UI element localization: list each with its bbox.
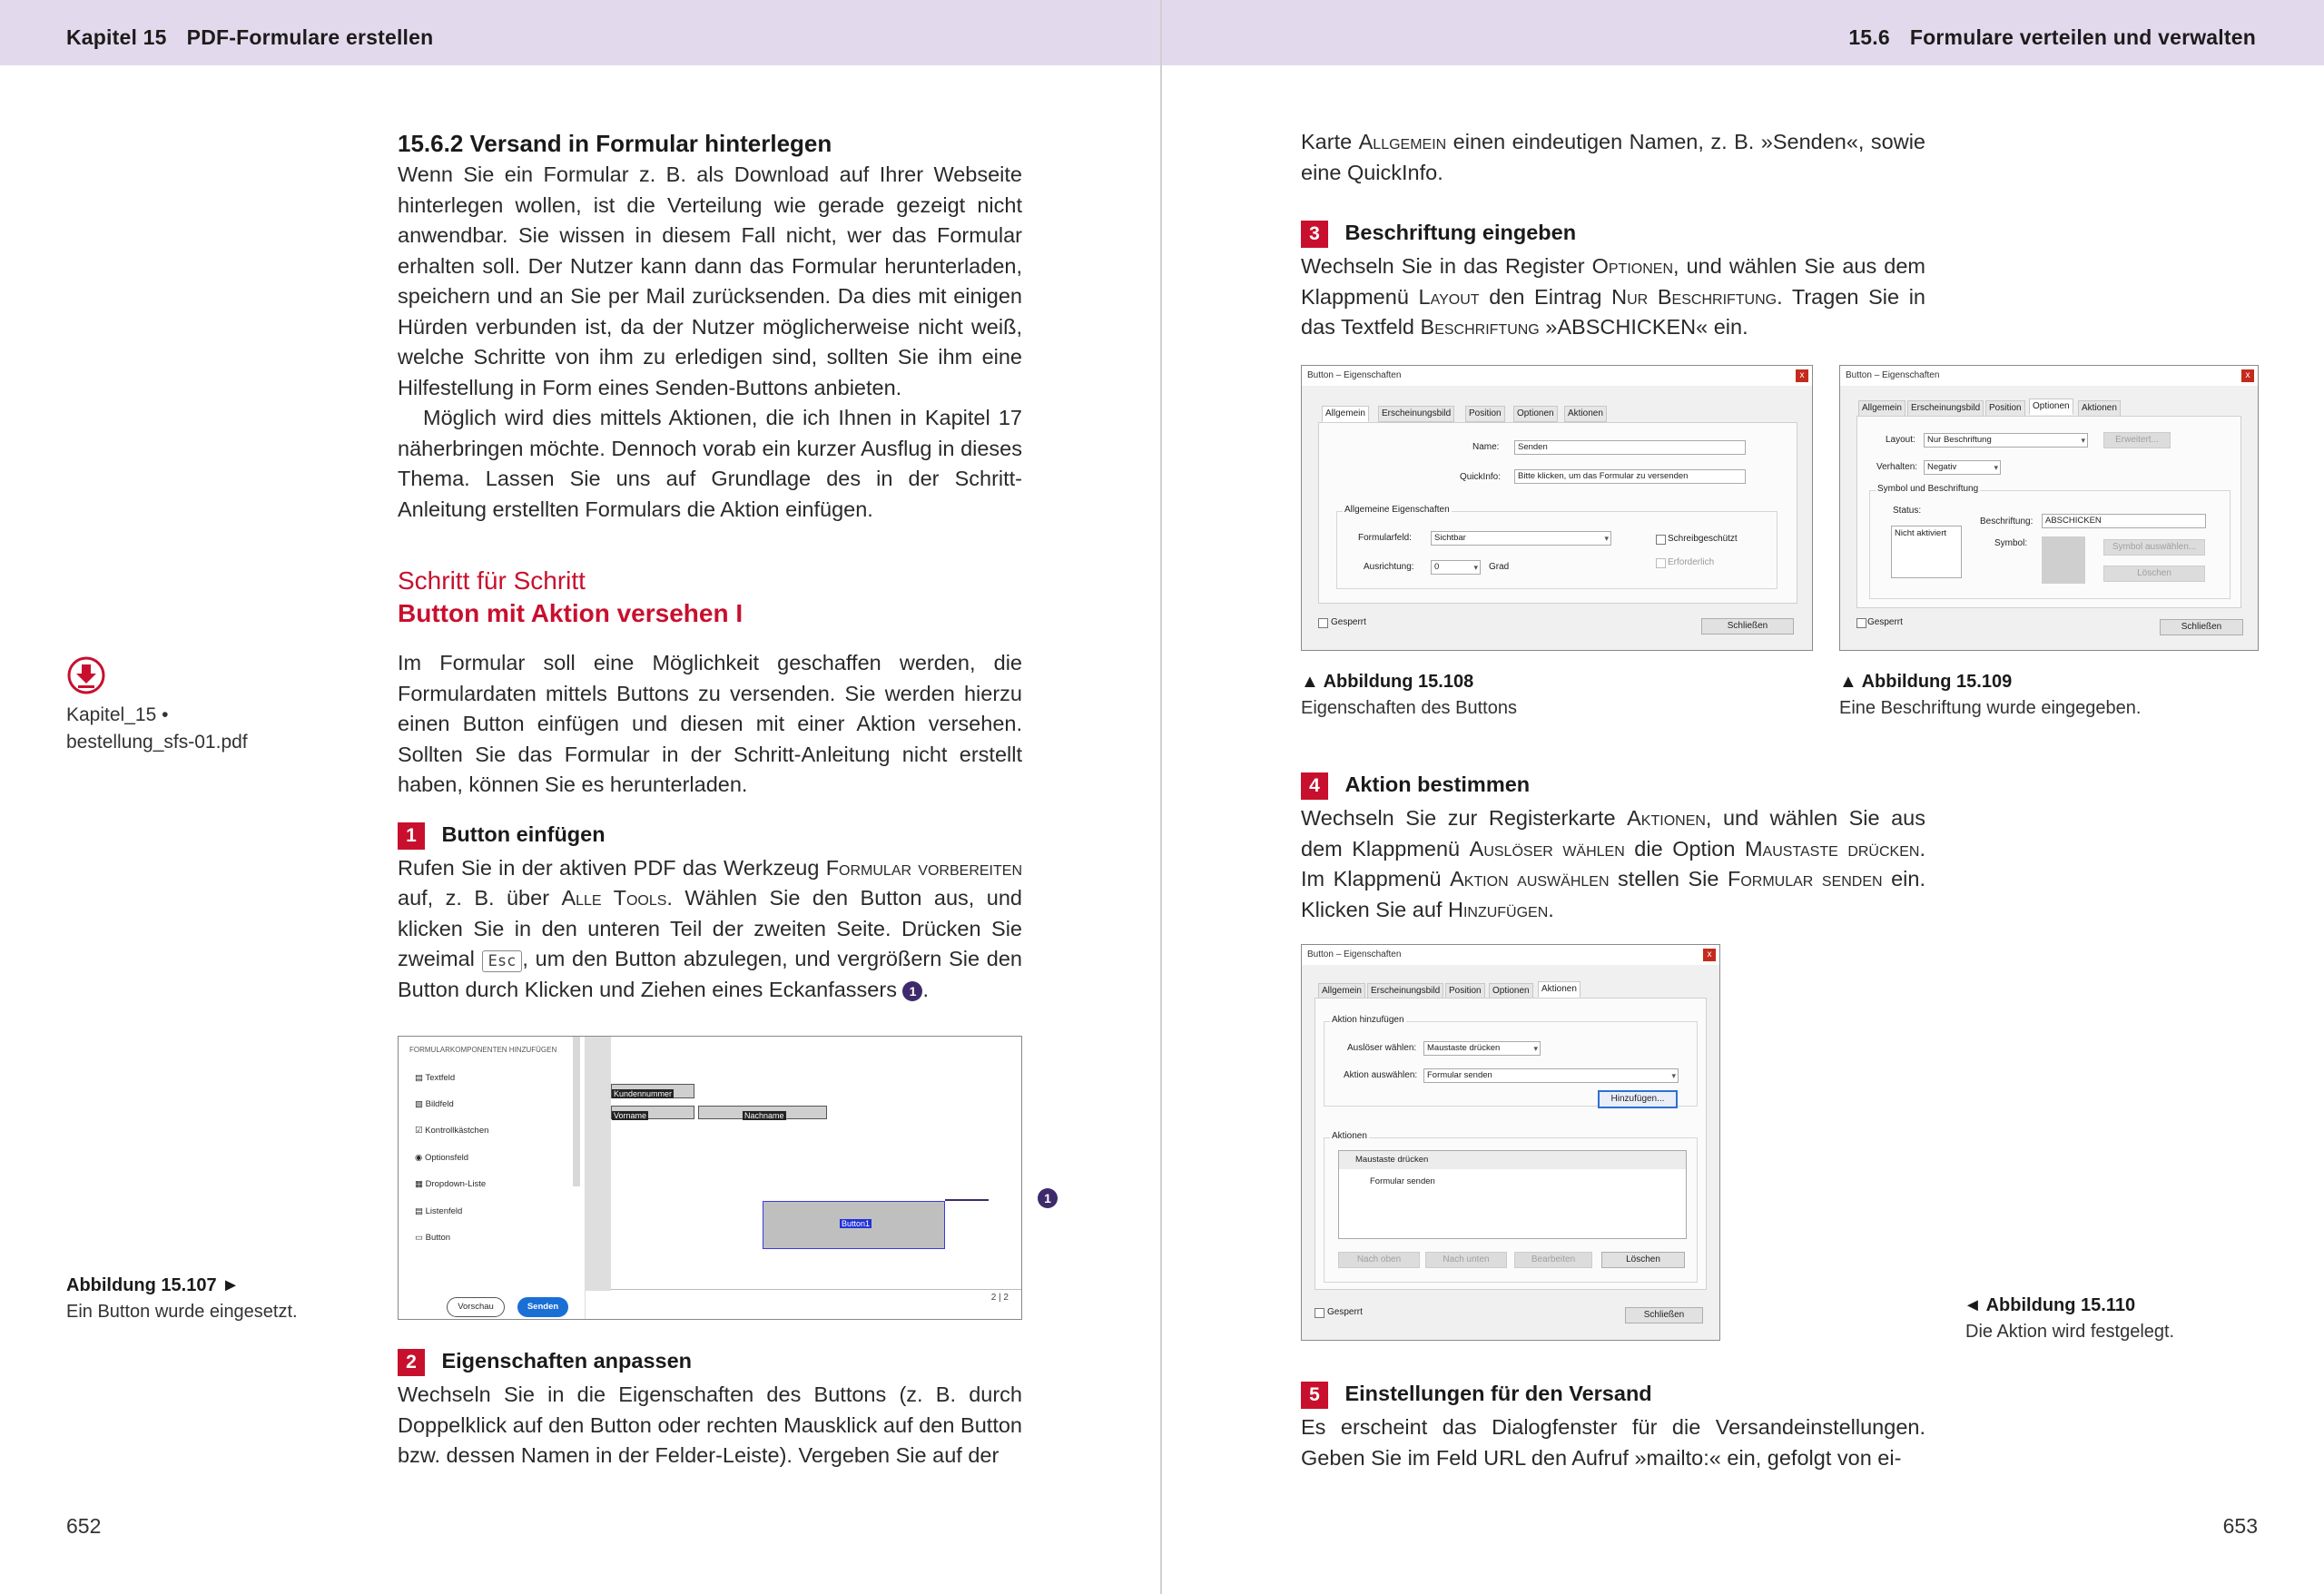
tab-options[interactable]: Optionen	[1489, 983, 1533, 999]
add-action-group: Aktion hinzufügen	[1324, 1021, 1698, 1107]
tab-general[interactable]: Allgemein	[1318, 983, 1365, 999]
tab-position[interactable]: Position	[1445, 983, 1485, 999]
symbol-preview	[2042, 536, 2085, 584]
step-1-number: 1	[398, 822, 425, 850]
fig107-gray-strip	[586, 1037, 611, 1291]
trigger-select[interactable]: Maustaste drücken ▾	[1423, 1041, 1541, 1056]
fig108-label: ▲ Abbildung 15.108	[1301, 672, 1474, 692]
delete-button[interactable]: Löschen	[1601, 1252, 1685, 1268]
behavior-label: Verhalten:	[1876, 462, 1918, 472]
step-2-number: 2	[398, 1349, 425, 1376]
step-4-heading	[1301, 769, 1925, 803]
download-icon	[66, 655, 106, 695]
formfield-select[interactable]: Sichtbar ▾	[1431, 531, 1611, 546]
marker-1: 1	[902, 981, 922, 1001]
fig110-title: Button – Eigenschaften	[1302, 945, 1719, 965]
close-icon[interactable]: x	[1796, 369, 1808, 382]
orientation-select[interactable]: 0 ▾	[1431, 560, 1481, 575]
move-up-button[interactable]: Nach oben	[1338, 1252, 1420, 1268]
step-2-title: Eigenschaften anpassen	[441, 1349, 693, 1373]
required-checkbox[interactable]	[1656, 558, 1666, 568]
paragraph-1: Wenn Sie ein Formular z. B. als Download auf Ihrer Webseite hinterlegen wollen, ist die Verteilung wie gerade gezeigt nicht anwendbar. Sie wissen in diesem Fall nicht, wer das Formular erhalten soll. Der Nutzer kann dann das Formular herunterladen, speichern und an Sie per Mail zurücksenden. Da dies mit einigen Hürden verbunden ist, da der Nutzer möglicherweise nicht weiß, welche Schritte von ihm zu erledigen sind, sollten Sie ihm eine Hilfestellung in Form eines Senden-Buttons anbieten.	[398, 162, 1022, 399]
button-icon: ▭	[415, 1233, 423, 1243]
step-by-step-title: Button mit Aktion versehen I	[398, 599, 743, 627]
step-2-block	[398, 1345, 1022, 1471]
quickinfo-field[interactable]: Bitte klicken, um das Formular zu versenden	[1514, 469, 1746, 484]
step-4-text: Wechseln Sie zur Registerkarte Aktionen, und wählen Sie aus dem Klappmenü Auslöser wählen die Option Maustaste drücken. Im Klappmenü Aktion auswählen stellen Sie Formular senden ein. Klicken Sie auf Hinzufügen.	[1301, 806, 1925, 921]
fig110-close-button[interactable]: Schließen	[1625, 1307, 1703, 1323]
name-label: Name:	[1472, 442, 1500, 452]
layout-select[interactable]: Nur Beschriftung ▾	[1924, 433, 2088, 448]
fig107-scrollbar[interactable]	[573, 1037, 580, 1186]
fig108-title: Button – Eigenschaften	[1302, 366, 1812, 386]
step-4-block	[1301, 769, 1925, 925]
fig109-close-button[interactable]: Schließen	[2160, 619, 2243, 635]
tab-general[interactable]: Allgemein	[1858, 400, 1905, 417]
fig109-dialog	[1839, 365, 2259, 651]
step-3-heading	[1301, 217, 1925, 251]
fig108-close-button[interactable]: Schließen	[1701, 618, 1794, 635]
fig107-item-dropdown[interactable]: ▦ Dropdown-Liste	[415, 1179, 487, 1189]
edit-button[interactable]: Bearbeiten	[1514, 1252, 1592, 1268]
tab-options[interactable]: Optionen	[1513, 406, 1558, 422]
step-3-title: Beschriftung eingeben	[1344, 221, 1577, 244]
move-down-button[interactable]: Nach unten	[1425, 1252, 1507, 1268]
step-5-block	[1301, 1378, 1925, 1473]
tab-general[interactable]: Allgemein	[1322, 406, 1369, 422]
locked-checkbox[interactable]	[1856, 618, 1866, 628]
tab-appearance[interactable]: Erscheinungsbild	[1367, 983, 1443, 999]
locked-checkbox[interactable]	[1318, 618, 1328, 628]
fig107-preview-button[interactable]: Vorschau	[447, 1297, 505, 1317]
fig108-dialog	[1301, 365, 1813, 651]
fig109-title: Button – Eigenschaften	[1840, 366, 2258, 386]
header-section: 15.6 Formulare verteilen und verwalten	[1848, 25, 2256, 49]
fig107-button-field[interactable]	[763, 1201, 945, 1249]
formfield-label: Formularfeld:	[1358, 533, 1412, 543]
fig107-item-radio[interactable]: ◉ Optionsfeld	[415, 1153, 468, 1163]
actions-group: Aktionen	[1324, 1137, 1698, 1283]
step-5-text: Es erscheint das Dialogfenster für die Versandeinstellungen. Geben Sie im Feld URL den Aufruf »mailto:« ein, gefolgt von ei-	[1301, 1415, 1925, 1470]
step-2-text: Wechseln Sie in die Eigenschaften des Buttons (z. B. durch Doppelklick auf den Button oder rechten Mausklick auf den Button bzw. dessen Namen in der Felder-Leiste). Vergeben Sie auf der	[398, 1382, 1022, 1467]
status-list-item[interactable]: Nicht aktiviert	[1895, 528, 1947, 538]
step-5-number: 5	[1301, 1382, 1328, 1409]
trigger-label: Auslöser wählen:	[1347, 1043, 1417, 1053]
choose-symbol-button[interactable]: Symbol auswählen...	[2103, 539, 2205, 556]
status-label: Status:	[1893, 506, 1922, 516]
tree-row-trigger[interactable]	[1339, 1151, 1686, 1169]
fig107-item-listbox[interactable]: ▤ Listenfeld	[415, 1206, 463, 1216]
tab-actions[interactable]: Aktionen	[1564, 406, 1607, 422]
locked-checkbox[interactable]	[1315, 1308, 1324, 1318]
fig107-page	[611, 1037, 1021, 1303]
fig107-marker-1: 1	[1038, 1188, 1058, 1208]
close-icon[interactable]: x	[1703, 949, 1716, 961]
layout-label: Layout:	[1886, 435, 1915, 445]
fig110-dialog	[1301, 944, 1720, 1341]
tab-actions[interactable]: Aktionen	[1538, 981, 1581, 998]
behavior-select[interactable]: Negativ ▾	[1924, 460, 2001, 475]
page-gutter	[1160, 0, 1162, 1594]
textfield-icon: ▤	[415, 1073, 423, 1083]
readonly-checkbox[interactable]	[1656, 535, 1666, 545]
locked-label: Gesperrt	[1331, 617, 1366, 627]
radio-icon: ◉	[415, 1153, 423, 1163]
step-2-heading	[398, 1345, 1022, 1380]
fig107-panel-title: FORMULARKOMPONENTEN HINZUFÜGEN	[409, 1046, 557, 1054]
tab-position[interactable]: Position	[1985, 400, 2025, 417]
fig109-caption: Eine Beschriftung wurde eingegeben.	[1839, 698, 2142, 718]
fig107-item-button[interactable]: ▭ Button	[415, 1233, 451, 1243]
checkbox-icon: ☑	[415, 1126, 423, 1136]
fig107-item-checkbox[interactable]: ☑ Kontrollkästchen	[415, 1126, 489, 1136]
advanced-button[interactable]: Erweitert...	[2103, 432, 2171, 448]
general-props-group: Allgemeine Eigenschaften	[1336, 511, 1777, 589]
fig107-send-button[interactable]: Senden	[517, 1297, 568, 1317]
close-icon[interactable]: x	[2241, 369, 2254, 382]
esc-key: Esc	[482, 950, 523, 972]
fig107-item-textfield[interactable]: ▤ Textfeld	[415, 1073, 456, 1083]
fig107-screenshot	[398, 1036, 1051, 1320]
dropdown-icon: ▦	[415, 1179, 423, 1189]
fig107-item-imagefield[interactable]: ▧ Bildfeld	[415, 1099, 454, 1109]
paragraph-3: Im Formular soll eine Möglichkeit geschaffen werden, die Formulardaten mittels Buttons zu versenden. Sie werden hierzu einen Button einfügen und diesen mit einer Aktion versehen. Sollten Sie das Formular in der Schritt-Anleitung nicht erstellt haben, können Sie es herunterladen.	[398, 651, 1022, 796]
step-5-title: Einstellungen für den Versand	[1344, 1382, 1652, 1405]
quickinfo-label: QuickInfo:	[1460, 472, 1502, 482]
paragraph-2: Möglich wird dies mittels Aktionen, die ich Ihnen in Kapitel 17 näherbringen möchte. Dennoch vorab ein kurzer Ausflug in dieses Thema. Lassen Sie uns auf Grundlage des in der Schritt-Anleitung erstellten Formulars die Aktion einfügen.	[398, 406, 1022, 521]
header-chapter: Kapitel 15 PDF-Formulare erstellen	[66, 25, 434, 49]
readonly-label: Schreibgeschützt	[1668, 534, 1738, 544]
action-label: Aktion auswählen:	[1344, 1070, 1418, 1080]
step-3-text: Wechseln Sie in das Register Optionen, und wählen Sie aus dem Klappmenü Layout den Eintrag Nur Beschriftung. Tragen Sie in das Textfeld Beschriftung »ABSCHICKEN« ein.	[1301, 254, 1926, 339]
tree-parent: Maustaste drücken	[1355, 1155, 1429, 1165]
image-icon: ▧	[415, 1099, 423, 1109]
step-1-heading	[398, 819, 1022, 853]
fig110-label: ◄ Abbildung 15.110	[1964, 1295, 2136, 1315]
tab-position[interactable]: Position	[1465, 406, 1505, 422]
fig109-label: ▲ Abbildung 15.109	[1839, 672, 2013, 692]
step-4-number: 4	[1301, 772, 1328, 800]
caption-field[interactable]: ABSCHICKEN	[2042, 514, 2206, 528]
action-select[interactable]: Formular senden ▾	[1423, 1068, 1679, 1083]
fig107-field-lastname[interactable]: Nachname	[698, 1106, 827, 1119]
fig108-caption: Eigenschaften des Buttons	[1301, 698, 1517, 718]
fig107-field-firstname[interactable]: Vorname	[611, 1106, 694, 1119]
add-button[interactable]: Hinzufügen...	[1598, 1090, 1678, 1108]
step-1-title: Button einfügen	[441, 822, 606, 846]
required-label: Erforderlich	[1668, 557, 1715, 567]
step-3-number: 3	[1301, 221, 1328, 248]
actions-tree[interactable]	[1338, 1150, 1687, 1239]
caption-label: Beschriftung:	[1980, 517, 2034, 526]
fig107-label: Abbildung 15.107 ►	[66, 1275, 240, 1295]
continuation-text: Karte Allgemein einen eindeutigen Namen, z. B. »Senden«, sowie eine QuickInfo.	[1301, 130, 1925, 184]
orientation-unit: Grad	[1489, 562, 1510, 572]
tab-appearance[interactable]: Erscheinungsbild	[1378, 406, 1454, 422]
step-by-step-label: Schritt für Schritt	[398, 566, 586, 595]
tab-options[interactable]: Optionen	[2029, 398, 2073, 415]
page-number-left: 652	[66, 1514, 102, 1538]
fig107-caption: Ein Button wurde eingesetzt.	[66, 1302, 298, 1322]
listbox-icon: ▤	[415, 1206, 423, 1216]
symbol-label: Symbol:	[1994, 538, 2028, 548]
fig107-page-indicator: 2 | 2	[990, 1293, 1009, 1303]
section-heading: 15.6.2 Versand in Formular hinterlegen	[398, 130, 832, 157]
fig110-caption: Die Aktion wird festgelegt.	[1965, 1322, 2175, 1342]
step-4-title: Aktion bestimmen	[1344, 772, 1531, 796]
fig107-leader-line	[945, 1199, 989, 1201]
name-field[interactable]: Senden	[1514, 440, 1746, 455]
fig107-field-customer[interactable]: Kundennummer	[611, 1084, 694, 1098]
step-5-heading	[1301, 1378, 1925, 1412]
step-1-text: Rufen Sie in der aktiven PDF das Werkzeug Formular vorbereiten auf, z. B. über Alle Tools. Wählen Sie den Button aus, und klicken Sie in den unteren Teil der zweiten Seite. Drücken Sie zweimal Esc , um den Button abzulegen, und vergrößern Sie den Button durch Klicken und Ziehen eines Eckanfassers 1 .	[398, 855, 1022, 1001]
symbol-caption-group: Symbol und Beschriftung	[1869, 490, 2230, 599]
status-list[interactable]	[1891, 526, 1962, 578]
fig107-sidebar	[399, 1037, 586, 1319]
right-column-top	[1301, 127, 1925, 343]
tab-appearance[interactable]: Erscheinungsbild	[1907, 400, 1984, 417]
left-main-column	[398, 127, 1022, 1005]
tab-actions[interactable]: Aktionen	[2078, 400, 2121, 417]
tree-child[interactable]: Formular senden	[1370, 1176, 1435, 1186]
locked-label: Gesperrt	[1867, 617, 1903, 627]
fig107-button-field-label: Button1	[842, 1219, 871, 1228]
delete-symbol-button[interactable]: Löschen	[2103, 566, 2205, 582]
locked-label: Gesperrt	[1327, 1307, 1363, 1317]
page-number-right: 653	[2222, 1514, 2258, 1538]
download-filename: Kapitel_15 • bestellung_sfs-01.pdf	[66, 704, 248, 753]
orientation-label: Ausrichtung:	[1364, 562, 1414, 572]
